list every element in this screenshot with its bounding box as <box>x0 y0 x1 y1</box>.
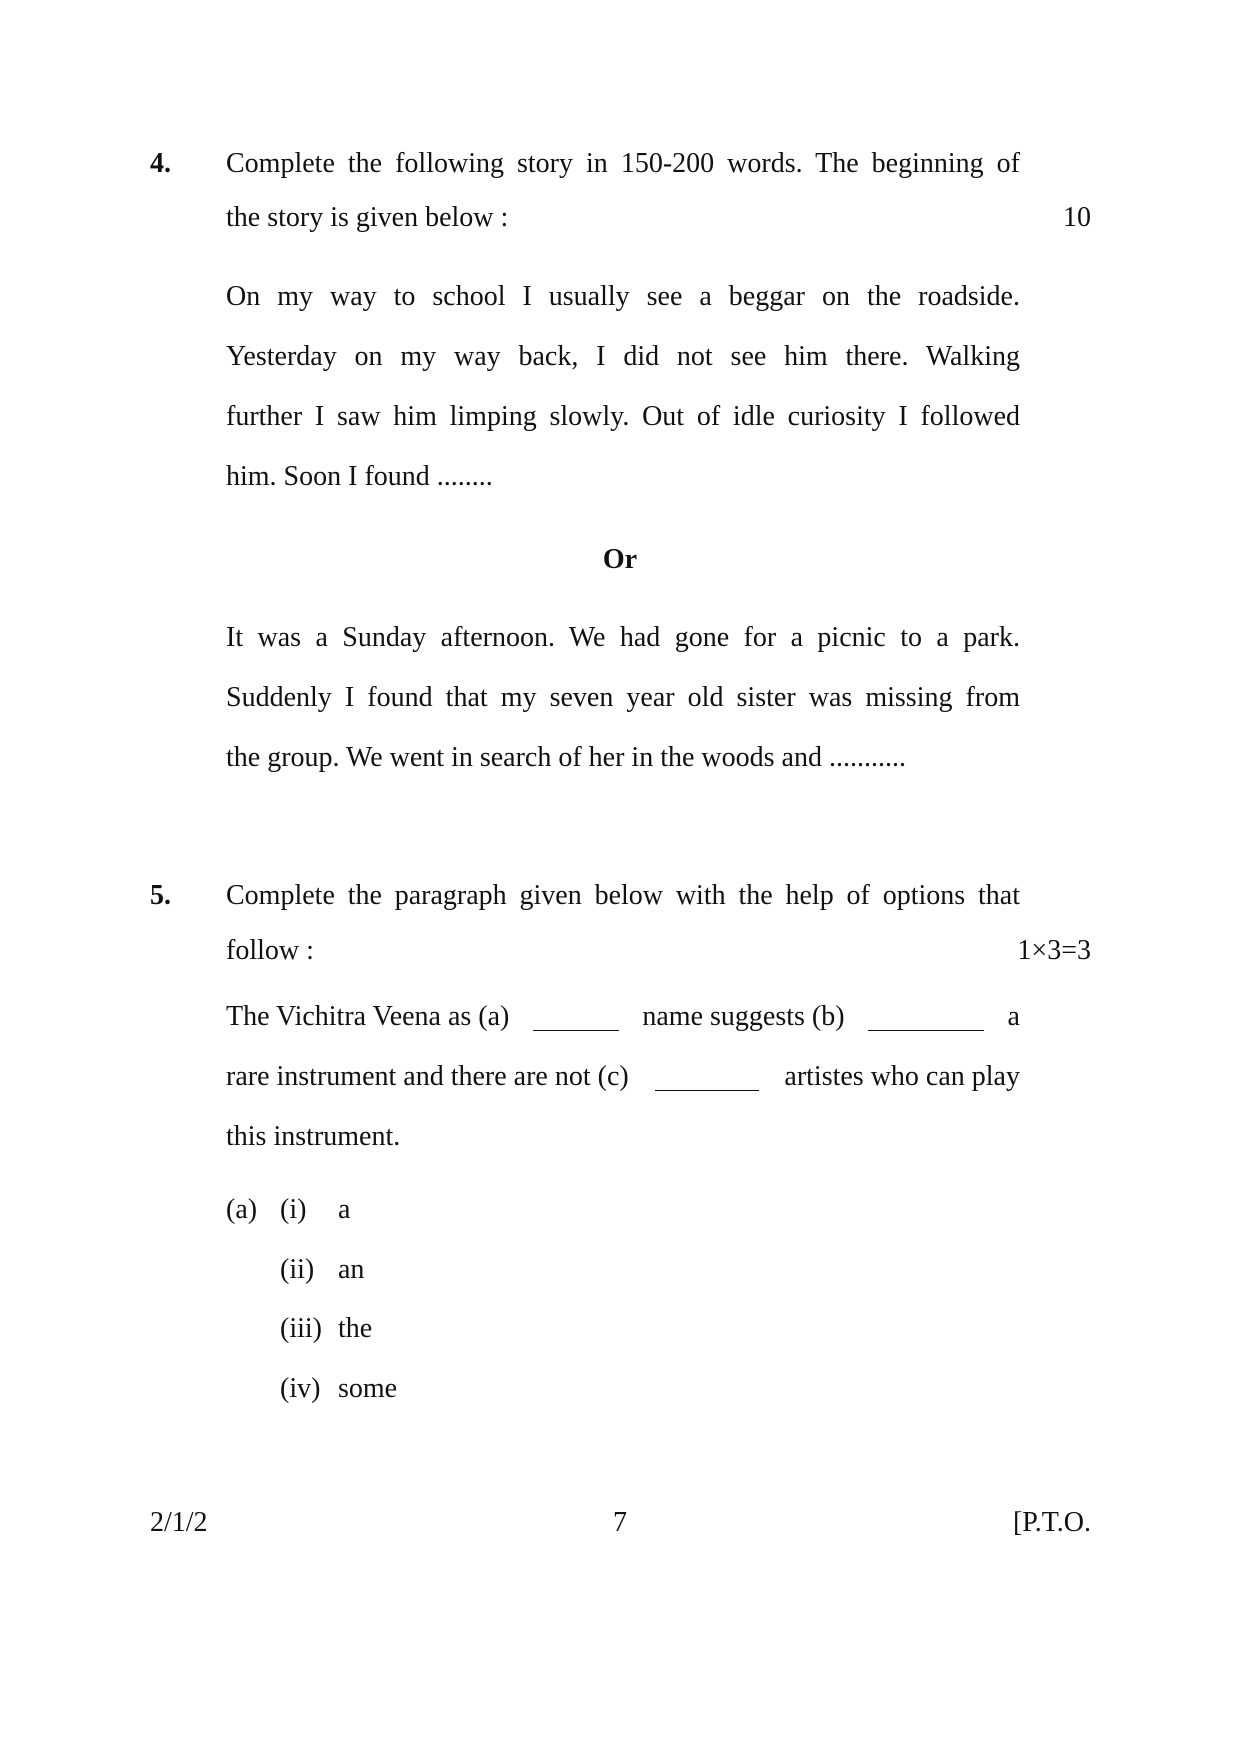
option-iii-label: (iii) <box>280 1313 322 1344</box>
option-i-text: a <box>338 1194 351 1225</box>
footer-paper-code: 2/1/2 <box>150 1507 208 1538</box>
question-4-number: 4. <box>150 148 171 179</box>
story-2-line-1: It was a Sunday afternoon. We had gone for a picnic to a park. <box>226 622 1020 653</box>
option-ii-label: (ii) <box>280 1254 315 1285</box>
blank-b <box>868 1001 984 1031</box>
paragraph-line-2 <box>226 1061 1020 1093</box>
story-1-line-3: further I saw him limping slowly. Out of idle curiosity I followed <box>226 401 1020 432</box>
question-5-prompt-line-1: Complete the paragraph given below with the help of options that <box>226 880 1020 911</box>
paragraph-line-3: this instrument. <box>226 1121 401 1152</box>
paragraph-line-2-part-b: artistes who can play <box>784 1061 1020 1092</box>
question-4-prompt-line-1: Complete the following story in 150-200 words. The beginning of <box>226 148 1020 179</box>
footer-page-number: 7 <box>613 1507 627 1538</box>
question-5-prompt-line-2: follow : <box>226 935 314 966</box>
paragraph-line-1-part-c: a <box>1007 1001 1020 1032</box>
option-i-label: (i) <box>280 1194 307 1225</box>
paragraph-line-1-part-a: The Vichitra Veena as (a) <box>226 1001 510 1032</box>
option-iv <box>280 1373 397 1405</box>
paragraph-line-1-part-b: name suggests (b) <box>642 1001 845 1032</box>
story-2-line-3: the group. We went in search of her in the woods and ........... <box>226 742 906 773</box>
story-1-line-2: Yesterday on my way back, I did not see him there. Walking <box>226 341 1020 372</box>
option-iv-label: (iv) <box>280 1373 321 1404</box>
option-ii-text: an <box>338 1254 365 1285</box>
or-separator: Or <box>602 544 638 575</box>
story-1-line-1: On my way to school I usually see a beggar on the roadside. <box>226 281 1020 312</box>
option-iv-text: some <box>338 1373 398 1404</box>
option-i <box>280 1194 350 1226</box>
paragraph-line-1 <box>226 1001 1020 1033</box>
question-4-marks: 10 <box>1063 202 1091 233</box>
option-iii-text: the <box>338 1313 373 1344</box>
option-ii <box>280 1254 364 1286</box>
question-5-number: 5. <box>150 880 171 911</box>
option-iii <box>280 1313 372 1345</box>
story-1-line-4: him. Soon I found ........ <box>226 461 493 492</box>
question-4-prompt-line-2: the story is given below : <box>226 202 509 233</box>
blank-c <box>655 1061 759 1091</box>
paragraph-line-2-part-a: rare instrument and there are not (c) <box>226 1061 629 1092</box>
question-5-marks: 1×3=3 <box>1017 935 1091 966</box>
footer-pto: [P.T.O. <box>1012 1507 1091 1538</box>
blank-a <box>533 1001 619 1031</box>
story-2-line-2: Suddenly I found that my seven year old sister was missing from <box>226 682 1020 713</box>
option-group-label: (a) <box>226 1194 258 1225</box>
